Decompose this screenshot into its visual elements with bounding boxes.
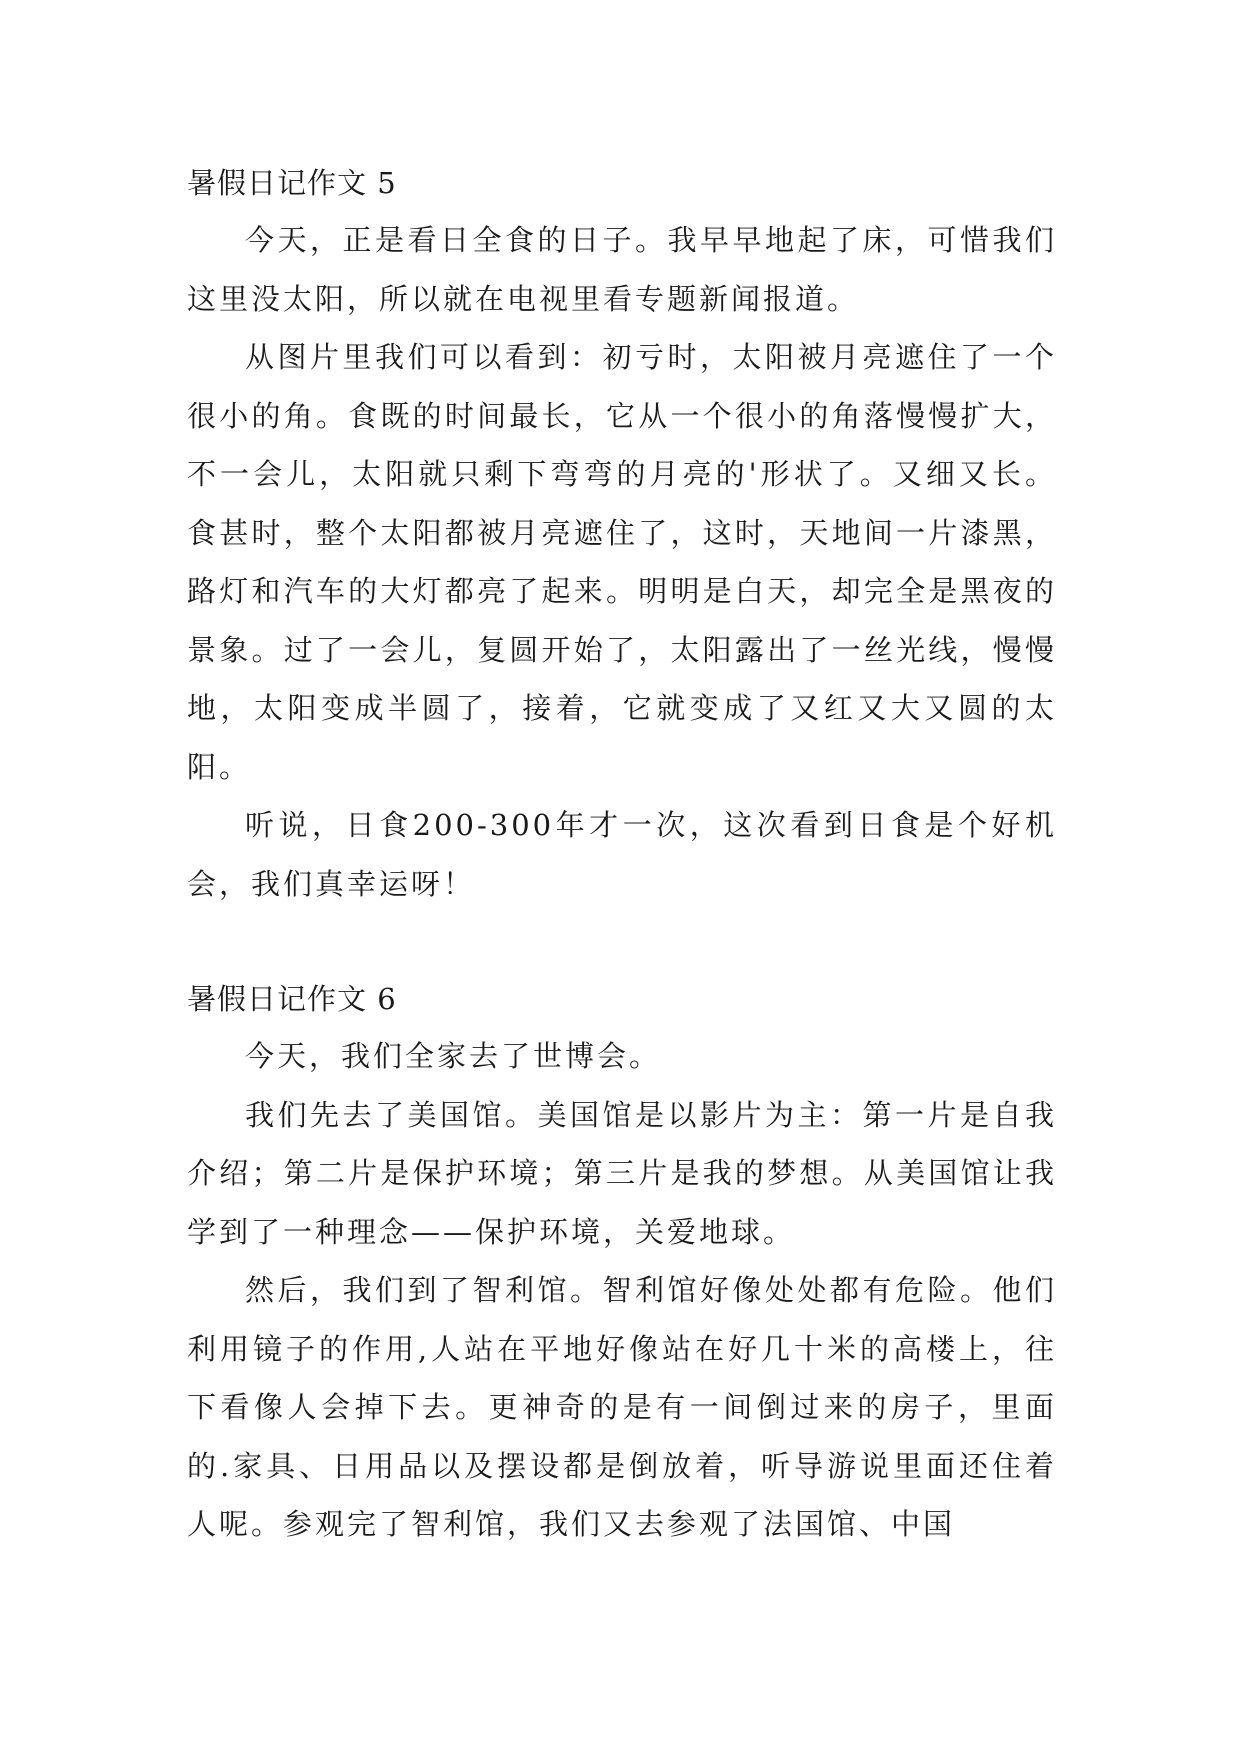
paragraph: 今天，正是看日全食的日子。我早早地起了床，可惜我们这里没太阳，所以就在电视里看专题新闻报道。 [187, 223, 1057, 316]
paragraph: 然后，我们到了智利馆。智利馆好像处处都有危险。他们利用镜子的作用,人站在平地好像站在好几十米的高楼上，往下看像人会掉下去。更神奇的是有一间倒过来的房子，里面的.家具、日用品以及摆设都是倒放着，听导游说里面还住着人呢。参观完了智利馆，我们又去参观了法国馆、中国 [187, 1273, 1057, 1541]
diary-entry-6 [187, 971, 1057, 1554]
document-body [187, 155, 1057, 1554]
section-title: 暑假日记作文 5 [187, 166, 397, 200]
section-spacer [187, 913, 1057, 971]
section-title: 暑假日记作文 6 [187, 982, 397, 1016]
paragraph: 听说，日食200-300年才一次，这次看到日食是个好机会，我们真幸运呀！ [187, 808, 1057, 901]
paragraph: 今天，我们全家去了世博会。 [245, 1039, 662, 1073]
diary-entry-5 [187, 155, 1057, 913]
paragraph: 从图片里我们可以看到：初亏时，太阳被月亮遮住了一个很小的角。食既的时间最长，它从一个很小的角落慢慢扩大，不一会儿，太阳就只剩下弯弯的月亮的'形状了。又细又长。食甚时，整个太阳都被月亮遮住了，这时，天地间一片漆黑，路灯和汽车的大灯都亮了起来。明明是白天，却完全是黑夜的景象。过了一会儿，复圆开始了，太阳露出了一丝光线，慢慢地，太阳变成半圆了，接着，它就变成了又红又大又圆的太阳。 [187, 340, 1057, 784]
paragraph: 我们先去了美国馆。美国馆是以影片为主：第一片是自我介绍；第二片是保护环境；第三片是我的梦想。从美国馆让我学到了一种理念——保护环境，关爱地球。 [187, 1097, 1057, 1249]
